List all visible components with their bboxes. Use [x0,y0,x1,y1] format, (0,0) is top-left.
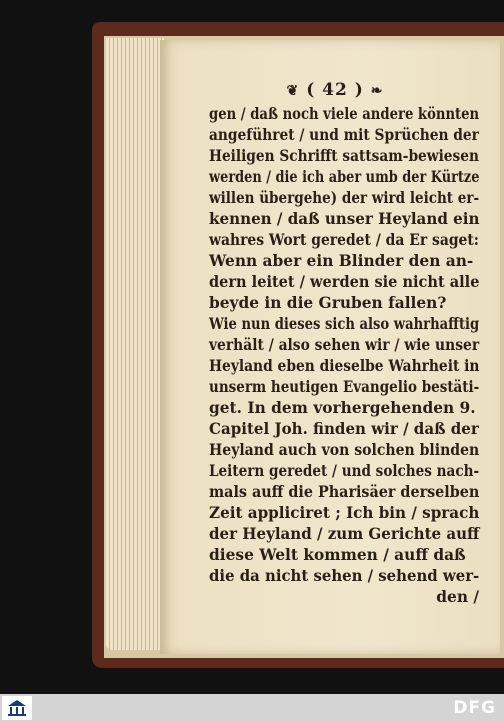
page-number [280,80,390,104]
text-line: Capitel Joh. finden wir / daß der [209,420,479,438]
library-logo [2,696,32,720]
text-line: Zeit appliciret ; Ich bin / sprach [209,504,480,522]
library-building-icon [6,698,28,718]
text-line: kennen / daß unser Heyland ein [209,210,480,228]
text-line: diese Welt kommen / auff daß [209,546,466,564]
text-line: dern leitet / werden sie nicht alle [209,273,480,291]
text-line: die da nicht sehen / sehend wer- [209,567,480,585]
text-line: der Heyland / zum Gerichte auff [209,525,480,543]
body-text [209,104,479,608]
text-line: gen / daß noch viele andere könnten [209,105,480,123]
dfg-logo: DFG [453,698,496,718]
text-line: get. In dem vorhergehenden 9. [209,399,476,417]
text-line: angeführet / und mit Sprüchen der [209,126,479,144]
ornament-left-icon: ❦ [286,83,300,99]
text-line: Leitern geredet / und solches nach- [209,462,480,480]
text-line: Heiligen Schrifft sattsam-bewiesen [209,147,479,165]
text-line: Heyland eben dieselbe Wahrheit in [209,357,480,375]
text-line: mals auff die Pharisäer derselben [209,483,480,501]
text-line: verhält / also sehen wir / wie unser [209,336,480,354]
text-line: unserm heutigen Evangelio bestäti- [209,378,480,396]
text-line: Wenn aber ein Blinder den an- [209,252,474,270]
page-edges [106,38,164,650]
footer-bar [0,694,504,722]
text-line: beyde in die Gruben fallen? [209,294,447,312]
text-line: willen übergehe) der wird leicht er- [209,189,480,207]
text-line: Heyland auch von solchen blinden [209,441,480,459]
text-line: Wie nun dieses sich also wahrhafftig [209,315,480,333]
ornament-right-icon: ❧ [370,83,384,99]
page-number-text: ( 42 ) [306,80,364,100]
text-line: den / [436,588,479,606]
text-line: wahres Wort geredet / da Er saget: [209,231,479,249]
text-line: werden / die ich aber umb der Kürtze [209,168,480,186]
